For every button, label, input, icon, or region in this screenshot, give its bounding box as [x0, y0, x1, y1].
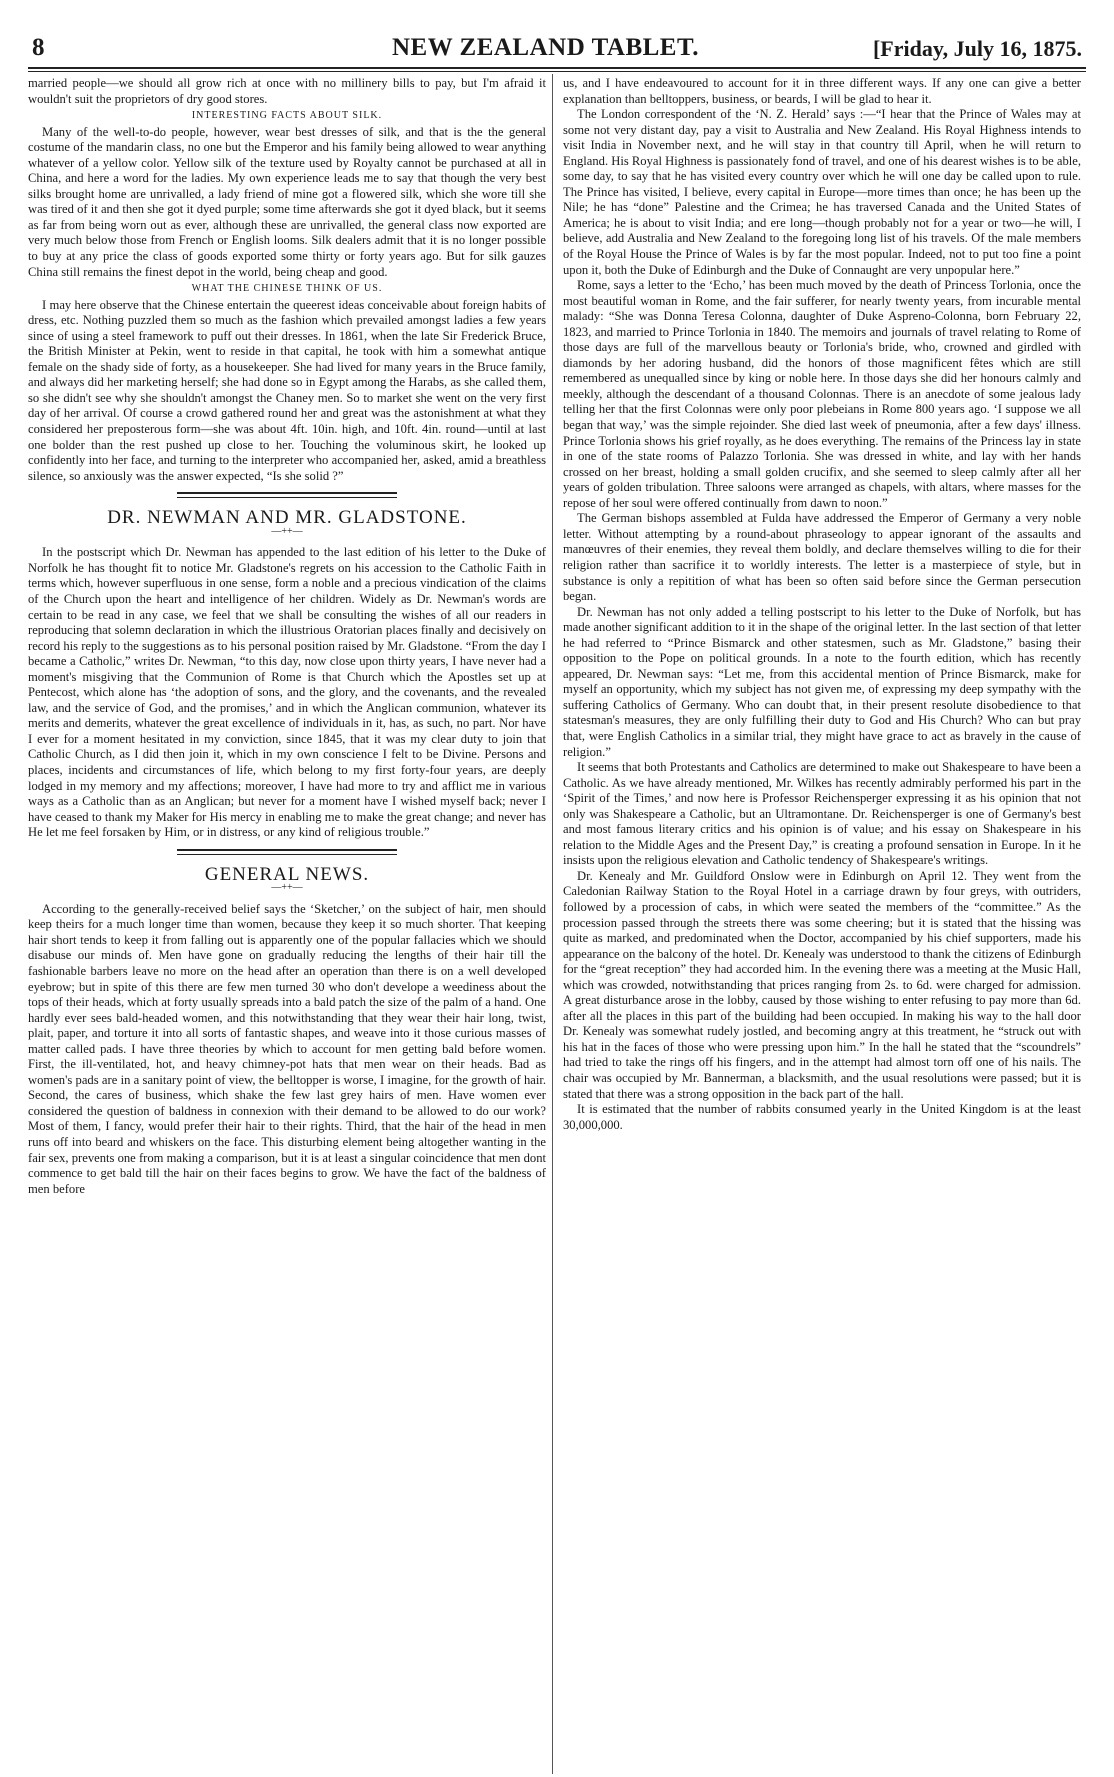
newspaper-title: NEW ZEALAND TABLET.: [392, 34, 700, 61]
section-heading: GENERAL NEWS.: [204, 863, 370, 885]
heading-rule: [177, 849, 397, 855]
section-heading: DR. NEWMAN AND MR. GLADSTONE.: [107, 507, 467, 529]
article-paragraph: The London correspondent of the ‘N. Z. Herald’ says :—“I hear that the Prince of Wales may at some not very distant day, pay a visit to Australia and New Zealand. His Royal Highness intends to visit India in November next, and he will stay in that country till April, when he will return to England. His Royal Highness is passionately fond of travel, and one of his dearest wishes is to be able, some day, to say that he has visited every country over which he will one day be called upon to rule. The Prince has visited, I believe, every capital in Europe—more times than once; he has been up the Nile; he has “done” Palestine and the Crimea; he has traversed Canada and the United States of America; he is about to visit India; and ere long—though probably not for a year or two—he will, I believe, add Australia and New Zealand to the foregoing long list of his travels. Of the male members of the Royal House the Prince of Wales is by far the most popular. Indeed, not to put too fine a point upon it, both the Duke of Edinburgh and the Duke of Connaught are very unpopular here.”: [563, 107, 1081, 277]
article-paragraph: Many of the well-to-do people, however, wear best dresses of silk, and that is the the general costume of the mandarin class, no one but the Emperor and his family being allowed to wear anything whatever of a yellow color. Yellow silk of the texture used by Royalty cannot be purchased at all in China, and here a word for the ladies. My own experience leads me to say that though the very best silks brought home are unrivalled, a lady friend of mine got a flowered silk, which she wore till she was tired of it and then she got it dyed purple; some time afterwards she got it dyed black, but it seems as far from being worn out as ever, although these are unrivalled, the general class now exported are very much below those from French or English looms. Silk dealers admit that it is no longer possible to buy at any price the class of goods exported some thirty or forty years ago. But for silk gauzes China still remains the finest depot in the world, being cheap and good.: [28, 124, 546, 279]
article-paragraph: It seems that both Protestants and Catholics are determined to make out Shakespeare to have been a Catholic. As we have already mentioned, Mr. Wilkes has recently admirably performed his part in the ‘Spirit of the Times,’ and now here is Professor Reichensperger expressing it as his opinion that not only was Shakespeare a Catholic, but an Ultramontane. Dr. Reichensperger is one of Germany's best and most famous literary critics and his opinion is of value; and his essay on Shakespeare in his relation to the Middle Ages and the Present Day,” is creating a profound sensation in Europe. In it he insists upon the religious elevation and Catholic tendency of Shakespeare's writings.: [563, 760, 1081, 868]
article-paragraph: The German bishops assembled at Fulda have addressed the Emperor of Germany a very noble letter. Without attempting by a round-about phraseology to appear ignorant of the assaults and manœuvres of their enemies, they reveal them boldly, and declare themselves willing to die for their religion rather than sacrifice it to worldly interests. The letter is a masterpiece of style, but in substance is only a repitition of what has been so often said before since the German persecution began.: [563, 511, 1081, 604]
left-column: [28, 76, 546, 1197]
heading-rule: [177, 492, 397, 498]
article-paragraph: us, and I have endeavoured to account for it in three different ways. If any one can give a better explanation than belltoppers, business, or beards, I will be glad to hear it.: [563, 76, 1081, 106]
column-divider: [552, 74, 553, 1774]
issue-date: [Friday, July 16, 1875.: [872, 36, 1082, 61]
article-paragraph: married people—we should all grow rich at once with no millinery bills to pay, but I'm afraid it wouldn't suit the proprietors of dry good stores.: [28, 76, 546, 106]
article-paragraph: According to the generally-received belief says the ‘Sketcher,’ on the subject of hair, men should keep theirs for a much longer time than women, because they keep it so much shorter. That keeping hair short tends to keep it from falling out is apparently one of the popular fallacies which we should disabuse our minds of. Men have gone on gradually reducing the lengths of their hair till the fashionable barbers leave no more on the head after an operation than there is on a well developed eyebrow; but in spite of this there are few men turned 30 who don't develope a weediness about the tops of their heads, which at forty usually spreads into a bald patch the size of the palm of a hand. One hardly ever sees bald-headed women, and this notwithstanding that they wear their hair long, twist, plait, paper, and torture it into all sorts of fantastic shapes, and weave into it those curious masses of matter called pads. I have three theories by which to account for men getting bald before women. First, the ill-ventilated, hot, and heavy chimney-pot hats that men wear on their heads. Bad as women's pads are in a sanitary point of view, the belltopper is worse, I imagine, for the growth of hair. Second, the cares of business, which shake the few last grey hairs of men. Have women ever considered the question of baldness in connexion with their demand to be allowed to do our work? Most of them, I fancy, would prefer their hair to their rights. Third, that the hair of the head in men runs off into beard and whiskers on the face. This disturbing element being altogether wanting in the fair sex, prevents one from making a comparison, but it is at least a singular coincidence that men dont commence to get bald till the hair on their faces begins to grow. We have the fact of the baldness of men before: [28, 901, 546, 1196]
section-heading-block: [28, 849, 546, 896]
subheading: INTERESTING FACTS ABOUT SILK.: [191, 110, 383, 122]
article-paragraph: Rome, says a letter to the ‘Echo,’ has been much moved by the death of Princess Torlonia, once the most beautiful woman in Rome, and the fair sufferer, for nearly twenty years, from incurable mental malady: “She was Donna Teresa Colonna, daughter of Duke Aspreno-Colonna, born February 22, 1823, and married to Prince Torlonia in 1840. The memoirs and journals of travel relating to Rome of those days are full of the marvellous beauty or Torlonia's bride, who, crowned and girdled with diamonds by her adoring husband, did the honors of those magnificent fêtes which are still remembered as unequalled since by king or noble here. In those days she did her honours calmly and meekly, although the descendant of a thousand Colonnas. There is an anecdote of some jealous lady telling her that the first Colonnas were only poor plebeians in Rome 800 years ago. ‘I suppose we all began that way,’ was the simple rejoinder. She died last week of pneumonia, after a few days' illness. Prince Torlonia shows his grief royally, as he does everything. The remains of the Princess lay in state in one of the state rooms of Palazzo Torlonia. She was dressed in white, and lay with her hands crossed on her breast, holding a small golden crucifix, and she seemed to sleep calmly after all her years of golden tribulation. Three saloons were arranged as chapels, with altars, where masses for the repose of her soul were offered continually from dawn to noon.”: [563, 278, 1081, 510]
masthead-rule: [28, 67, 1086, 72]
subheading: WHAT THE CHINESE THINK OF US.: [191, 283, 383, 295]
article-paragraph: Dr. Kenealy and Mr. Guildford Onslow were in Edinburgh on April 12. They went from the Caledonian Railway Station to the Royal Hotel in a carriage drawn by four greys, with outriders, followed by a procession of cabs, in which were seated the members of the “committee.” As the procession passed through the streets there was some cheering; but it is stated that the hissing was quite as marked, and predominated when the Doctor, accompanied by his chief supporters, made his appearance on the balcony of the hotel. Dr. Kenealy was understood to thank the citizens of Edinburgh for the “great reception” they had accorded him. In the evening there was a meeting at the Music Hall, which was crowded, notwithstanding that prices ranging from 2s. to 6d. were charged for admission. A great disturbance arose in the lobby, caused by those wishing to enter refusing to pay more than 6d. after all the places in this part of the building had been occupied. In making his way to the hall door Dr. Kenealy was somewhat rudely jostled, and becoming angry at this treatment, he “struck out with his hat in the faces of those who were pressing upon him.” In the hall he stated that the “scoundrels” had tried to take the rings off his fingers, and in the attempt had almost torn off one of his nails. The chair was occupied by Mr. Bannerman, a blacksmith, and the usual resolutions were passed; but it is stated that there was a strong opposition in the back part of the hall.: [563, 868, 1081, 1101]
page-number: 8: [32, 34, 45, 61]
article-paragraph: I may here observe that the Chinese entertain the queerest ideas conceivable about foreign habits of dress, etc. Nothing puzzled them so much as the fashion which prevailed amongst ladies a few years since of using a steel framework to puff out their dresses. In 1861, when the late Sir Frederick Bruce, the British Minister at Pekin, went to reside in that capital, he took with him a somewhat antique female on the shady side of forty, as a housekeeper. She had lived for many years in the Bruce family, and always did her marketing herself; she had done so in Egypt among the Harabs, as she called them, so she didn't see why she shouldn't amongst the Chaney men. So to market she went on the very first day of her arrival. Of course a crowd gathered round her and great was the astonishment at what they considered her preposterous form—she was about 4ft. 10in. high, and 10ft. 4in. round—until at last one bolder than the rest pushed up close to her. Touching the voluminous skirt, he looked up confidently into her face, and turning to the interpreter who accompanied her, asked, amid a breathless silence, so anxiously was the answer expected, “Is she solid ?”: [28, 297, 546, 483]
section-heading-block: [28, 492, 546, 539]
article-paragraph: In the postscript which Dr. Newman has appended to the last edition of his letter to the Duke of Norfolk he has thought fit to notice Mr. Gladstone's regrets on his accession to the Catholic Faith in terms which, however superfluous in one sense, form a noble and a precious vindication of the claims of the Church upon the heart and intelligence of her children. Widely as Dr. Newman's words are certain to be read in any case, we feel that we shall be consulting the wishes of all our readers in reproducing that solemn declaration in which the illustrious Oratorian places finally and decisively on record his reply to the suggestions as to his personal position raised by Mr. Gladstone. “From the day I became a Catholic,” writes Dr. Newman, “to this day, now close upon thirty years, I have never had a moment's misgiving that the Communion of Rome is that Church which the Apostles set up at Pentecost, which alone has ‘the adoption of sons, and the glory, and the covenants, and the revealed law, and the service of God, and the promises,’ and in which the Anglican communion, whatever its merits and demerits, whatever the great excellence of individuals in it, has, as such, no part. Nor have I ever for a moment hesitated in my conviction, since 1845, that it was my clear duty to join that Catholic Church, as I did then join it, which in my own conscience I felt to be Divine. Persons and places, incidents and circumstances of life, which belong to my first forty-four years, are deeply lodged in my memory and my affections; moreover, I have had more to try and afflict me in various ways as a Catholic than as an Anglican; but never for a moment have I wished myself back; never I have ceased to thank my Maker for His mercy in enabling me to make the great change; and never has He let me feel forsaken by Him, or in distress, or any kind of religious trouble.”: [28, 545, 546, 840]
heading-ornament: —++—: [271, 525, 303, 537]
heading-ornament: —++—: [271, 882, 303, 894]
article-paragraph: It is estimated that the number of rabbits consumed yearly in the United Kingdom is at the least 30,000,000.: [563, 1102, 1081, 1132]
right-column: [563, 76, 1081, 1133]
article-paragraph: Dr. Newman has not only added a telling postscript to his letter to the Duke of Norfolk, but has made another significant addition to it in the shape of the original letter. In the last section of that letter he had referred to “Prince Bismarck and other statesmen, such as Mr. Gladstone,” basing their opposition to the Pope on political grounds. In a note to the fourth edition, which has recently appeared, Dr. Newman says: “Let me, from this accidental mention of Prince Bismarck, make for myself an opportunity, which my subject has not given me, of expressing my deep sympathy with the suffering Catholics of Germany. Who can doubt that, in their present resolute disobedience to that statesman's measures, they are only fulfilling their duty to God and His Church? Who can but pray that, were English Catholics in a similar trial, they might have grace to act as bravely in the cause of religion.”: [563, 604, 1081, 759]
